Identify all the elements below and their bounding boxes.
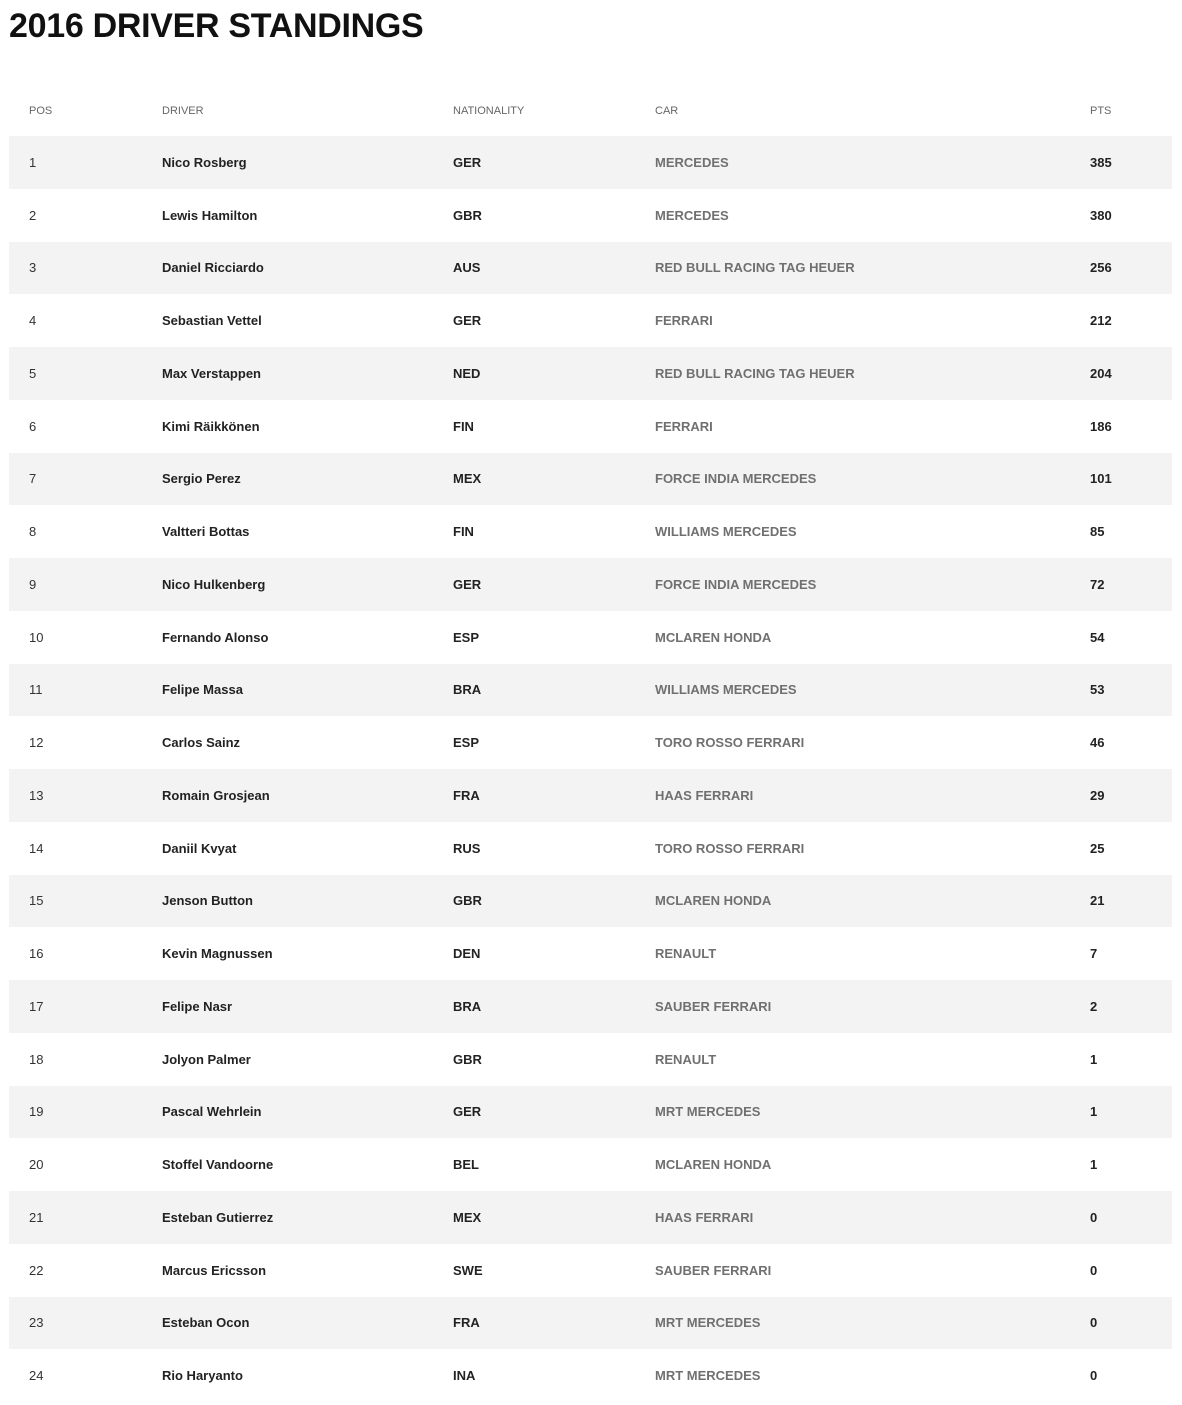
cell-car[interactable]: RENAULT — [655, 946, 717, 962]
cell-driver[interactable]: Kevin Magnussen — [162, 946, 273, 962]
cell-driver[interactable]: Esteban Gutierrez — [162, 1209, 274, 1225]
cell-pts: 72 — [1090, 576, 1105, 592]
cell-nationality: AUS — [453, 260, 481, 276]
cell-pts: 1 — [1090, 1157, 1098, 1173]
table-row[interactable] — [9, 400, 1172, 453]
cell-nationality: FRA — [453, 787, 480, 803]
cell-pos: 1 — [29, 154, 37, 170]
cell-car[interactable]: FERRARI — [655, 313, 713, 329]
cell-driver[interactable]: Pascal Wehrlein — [162, 1104, 262, 1120]
cell-nationality: BRA — [453, 682, 482, 698]
cell-nationality: GBR — [453, 893, 482, 909]
table-row[interactable] — [9, 1244, 1172, 1297]
cell-nationality: BEL — [453, 1157, 479, 1173]
cell-pos: 23 — [29, 1315, 44, 1331]
cell-car[interactable]: RENAULT — [655, 1051, 717, 1067]
table-row[interactable] — [9, 347, 1172, 400]
cell-pos: 6 — [29, 418, 37, 434]
table-body — [9, 136, 1172, 1402]
cell-pos: 3 — [29, 260, 37, 276]
cell-driver[interactable]: Lewis Hamilton — [162, 207, 258, 223]
cell-driver[interactable]: Stoffel Vandoorne — [162, 1157, 274, 1173]
table-row[interactable] — [9, 505, 1172, 558]
cell-car[interactable]: MRT MERCEDES — [655, 1368, 761, 1384]
cell-driver[interactable]: Sebastian Vettel — [162, 313, 262, 329]
cell-driver[interactable]: Fernando Alonso — [162, 629, 269, 645]
cell-pts: 21 — [1090, 893, 1105, 909]
column-header-pos[interactable]: POS — [29, 105, 53, 117]
cell-pts: 2 — [1090, 998, 1098, 1014]
cell-driver[interactable]: Nico Hulkenberg — [162, 576, 266, 592]
cell-pts: 85 — [1090, 524, 1105, 540]
page-title: 2016 DRIVER STANDINGS — [9, 7, 424, 45]
cell-car[interactable]: FERRARI — [655, 418, 713, 434]
cell-nationality: ESP — [453, 735, 480, 751]
table-row[interactable] — [9, 558, 1172, 611]
cell-nationality: NED — [453, 365, 481, 381]
cell-car[interactable]: TORO ROSSO FERRARI — [655, 735, 805, 751]
cell-pts: 101 — [1090, 471, 1112, 487]
cell-nationality: SWE — [453, 1262, 483, 1278]
cell-pts: 7 — [1090, 946, 1098, 962]
cell-pts: 0 — [1090, 1315, 1098, 1331]
cell-nationality: MEX — [453, 471, 482, 487]
table-row[interactable] — [9, 716, 1172, 769]
cell-car[interactable]: RED BULL RACING TAG HEUER — [655, 365, 855, 381]
column-header-pts[interactable]: PTS — [1090, 105, 1112, 117]
table-row[interactable] — [9, 664, 1172, 717]
table-row[interactable] — [9, 1138, 1172, 1191]
cell-pts: 380 — [1090, 207, 1112, 223]
header-row — [9, 86, 1172, 136]
table-row[interactable] — [9, 927, 1172, 980]
table-row[interactable] — [9, 136, 1172, 189]
table-header — [9, 86, 1172, 136]
table-row[interactable] — [9, 1297, 1172, 1350]
cell-car[interactable]: RED BULL RACING TAG HEUER — [655, 260, 855, 276]
cell-car[interactable]: MRT MERCEDES — [655, 1104, 761, 1120]
cell-pos: 9 — [29, 576, 37, 592]
cell-pos: 12 — [29, 735, 44, 751]
cell-pts: 0 — [1090, 1209, 1098, 1225]
cell-car[interactable]: HAAS FERRARI — [655, 1209, 754, 1225]
table-row[interactable] — [9, 189, 1172, 242]
cell-car[interactable]: MCLAREN HONDA — [655, 629, 772, 645]
table-row[interactable] — [9, 1033, 1172, 1086]
table-row[interactable] — [9, 294, 1172, 347]
cell-car[interactable]: SAUBER FERRARI — [655, 1262, 772, 1278]
cell-pts: 256 — [1090, 260, 1112, 276]
cell-pts: 46 — [1090, 735, 1105, 751]
cell-pos: 19 — [29, 1104, 44, 1120]
cell-pts: 186 — [1090, 418, 1112, 434]
cell-pos: 18 — [29, 1051, 44, 1067]
cell-driver[interactable]: Felipe Massa — [162, 682, 243, 698]
cell-driver[interactable]: Felipe Nasr — [162, 998, 233, 1014]
cell-driver[interactable]: Daniil Kvyat — [162, 840, 237, 856]
cell-nationality: GER — [453, 154, 482, 170]
cell-pts: 1 — [1090, 1051, 1098, 1067]
cell-car[interactable]: SAUBER FERRARI — [655, 998, 772, 1014]
cell-pos: 5 — [29, 365, 37, 381]
cell-pts: 54 — [1090, 629, 1105, 645]
table-row[interactable] — [9, 769, 1172, 822]
cell-nationality: GER — [453, 1104, 482, 1120]
table-row[interactable] — [9, 242, 1172, 295]
cell-nationality: DEN — [453, 946, 481, 962]
cell-driver[interactable]: Romain Grosjean — [162, 787, 270, 803]
cell-pos: 7 — [29, 471, 37, 487]
cell-pts: 385 — [1090, 154, 1112, 170]
table-row[interactable] — [9, 453, 1172, 506]
driver-standings-table — [9, 86, 1172, 1402]
cell-pts: 0 — [1090, 1262, 1098, 1278]
cell-nationality: GBR — [453, 1051, 482, 1067]
cell-driver[interactable]: Valtteri Bottas — [162, 524, 250, 540]
cell-pos: 10 — [29, 629, 44, 645]
cell-car[interactable]: MCLAREN HONDA — [655, 1157, 772, 1173]
cell-pos: 20 — [29, 1157, 44, 1173]
cell-driver[interactable]: Carlos Sainz — [162, 735, 241, 751]
cell-pos: 16 — [29, 946, 44, 962]
table-row[interactable] — [9, 875, 1172, 928]
cell-pts: 25 — [1090, 840, 1105, 856]
cell-pts: 204 — [1090, 365, 1112, 381]
table-row[interactable] — [9, 1349, 1172, 1402]
cell-car[interactable]: HAAS FERRARI — [655, 787, 754, 803]
cell-nationality: FIN — [453, 524, 474, 540]
cell-car[interactable]: FORCE INDIA MERCEDES — [655, 576, 817, 592]
cell-nationality: INA — [453, 1368, 476, 1384]
cell-nationality: ESP — [453, 629, 480, 645]
table-row[interactable] — [9, 611, 1172, 664]
cell-driver[interactable]: Kimi Räikkönen — [162, 418, 260, 434]
cell-pos: 15 — [29, 893, 44, 909]
cell-pos: 24 — [29, 1368, 44, 1384]
cell-pos: 2 — [29, 207, 37, 223]
cell-nationality: GER — [453, 313, 482, 329]
cell-nationality: FRA — [453, 1315, 480, 1331]
column-header-nationality[interactable]: NATIONALITY — [453, 105, 525, 117]
cell-driver[interactable]: Sergio Perez — [162, 471, 241, 487]
cell-car[interactable]: TORO ROSSO FERRARI — [655, 840, 805, 856]
cell-driver[interactable]: Rio Haryanto — [162, 1368, 243, 1384]
table-row[interactable] — [9, 980, 1172, 1033]
cell-pos: 13 — [29, 787, 44, 803]
column-header-driver[interactable]: DRIVER — [162, 105, 204, 117]
cell-car[interactable]: WILLIAMS MERCEDES — [655, 524, 797, 540]
cell-car[interactable]: FORCE INDIA MERCEDES — [655, 471, 817, 487]
cell-pts: 29 — [1090, 787, 1105, 803]
cell-driver[interactable]: Marcus Ericsson — [162, 1262, 267, 1278]
cell-pts: 53 — [1090, 682, 1105, 698]
cell-driver[interactable]: Daniel Ricciardo — [162, 260, 264, 276]
cell-car[interactable]: MERCEDES — [655, 154, 729, 170]
cell-car[interactable]: MRT MERCEDES — [655, 1315, 761, 1331]
cell-pts: 212 — [1090, 313, 1112, 329]
cell-pos: 17 — [29, 998, 44, 1014]
cell-pos: 21 — [29, 1209, 44, 1225]
cell-pts: 1 — [1090, 1104, 1098, 1120]
cell-nationality: GBR — [453, 207, 482, 223]
cell-pos: 4 — [29, 313, 37, 329]
cell-pos: 22 — [29, 1262, 44, 1278]
table-row[interactable] — [9, 1191, 1172, 1244]
cell-driver[interactable]: Nico Rosberg — [162, 154, 247, 170]
cell-car[interactable]: WILLIAMS MERCEDES — [655, 682, 797, 698]
cell-car[interactable]: MCLAREN HONDA — [655, 893, 772, 909]
cell-nationality: BRA — [453, 998, 482, 1014]
cell-driver[interactable]: Jolyon Palmer — [162, 1051, 251, 1067]
column-header-car[interactable]: CAR — [655, 105, 679, 117]
table-row[interactable] — [9, 822, 1172, 875]
cell-driver[interactable]: Max Verstappen — [162, 365, 261, 381]
cell-pos: 8 — [29, 524, 37, 540]
cell-driver[interactable]: Jenson Button — [162, 893, 253, 909]
cell-nationality: MEX — [453, 1209, 482, 1225]
cell-nationality: RUS — [453, 840, 481, 856]
cell-driver[interactable]: Esteban Ocon — [162, 1315, 250, 1331]
cell-pts: 0 — [1090, 1368, 1098, 1384]
cell-nationality: FIN — [453, 418, 474, 434]
cell-pos: 11 — [29, 682, 43, 698]
cell-nationality: GER — [453, 576, 482, 592]
cell-pos: 14 — [29, 840, 44, 856]
table-row[interactable] — [9, 1086, 1172, 1139]
cell-car[interactable]: MERCEDES — [655, 207, 729, 223]
